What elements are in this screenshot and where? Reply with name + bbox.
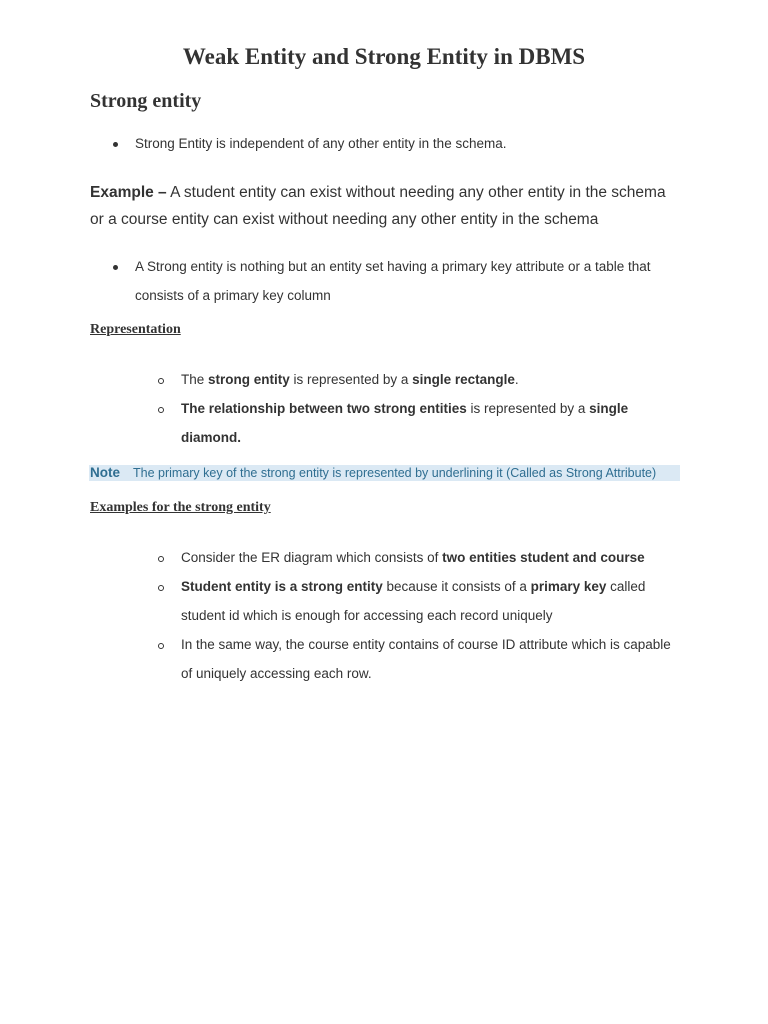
bullet-circle-icon xyxy=(158,585,164,591)
bullet-circle-icon xyxy=(158,407,164,413)
list-item-text: The strong entity is represented by a single rectangle. xyxy=(181,372,519,387)
bullet-circle-icon xyxy=(158,556,164,562)
representation-heading: Representation xyxy=(90,322,181,337)
document-title: Weak Entity and Strong Entity in DBMS xyxy=(182,44,586,69)
bullet-circle-icon xyxy=(158,378,164,384)
list-item-text: Consider the ER diagram which consists of two entities student and course xyxy=(181,550,645,565)
bullet-text: Strong Entity is independent of any other entity in the schema. xyxy=(135,136,507,151)
note-callout xyxy=(89,465,680,481)
example-paragraph xyxy=(90,179,680,233)
bullet-circle-icon xyxy=(158,643,164,649)
bullet-text: A Strong entity is nothing but an entity set having a primary key attribute or a table that consists of a primary key column xyxy=(135,259,651,303)
section-heading: Strong entity xyxy=(90,90,202,112)
example-label: Example – xyxy=(90,184,167,201)
example-text: A student entity can exist without needing any other entity in the schema or a course entity can exist without needing any other entity in the schema xyxy=(90,184,666,228)
bullet-dot-icon xyxy=(113,265,118,270)
list-item-text: In the same way, the course entity contains of course ID attribute which is capable of uniquely accessing each row. xyxy=(181,637,671,681)
note-text: The primary key of the strong entity is represented by underlining it (Called as Strong Attribute) xyxy=(133,466,657,480)
examples-heading: Examples for the strong entity xyxy=(90,500,271,515)
note-label: Note xyxy=(90,465,120,480)
bullet-dot-icon xyxy=(113,142,118,147)
list-item-text: Student entity is a strong entity because it consists of a primary key called student id which is enough for accessing each record uniquely xyxy=(181,579,646,623)
list-item-text: The relationship between two strong entities is represented by a single diamond. xyxy=(181,401,629,445)
